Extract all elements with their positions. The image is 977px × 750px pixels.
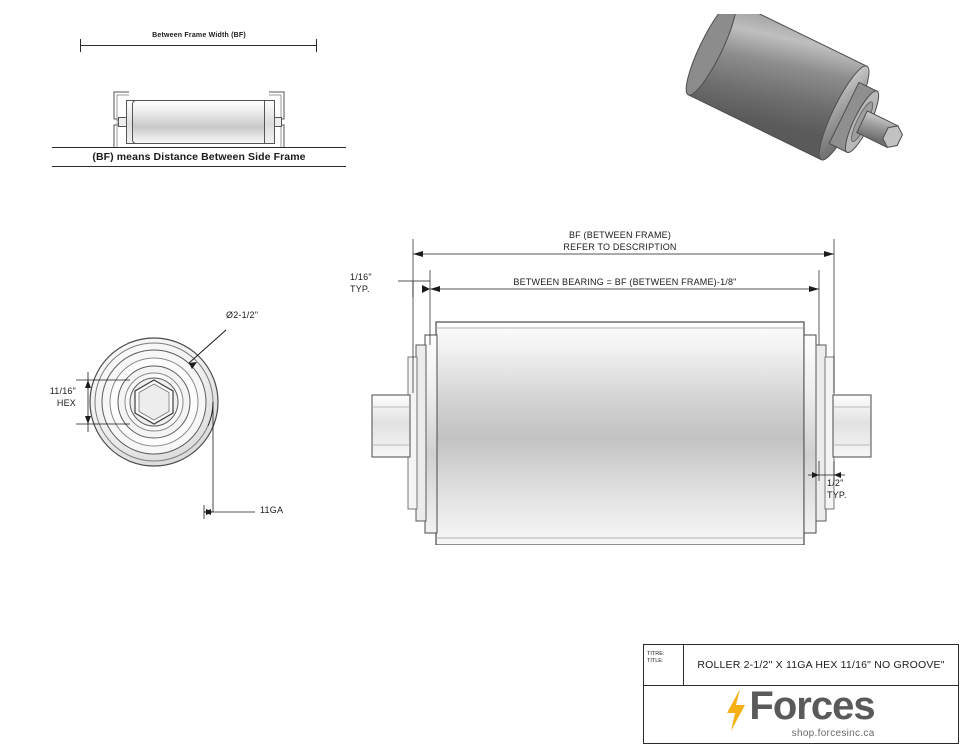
left-typ-label-line2: TYP. bbox=[350, 284, 370, 294]
between-frame-inset bbox=[52, 27, 346, 167]
title-block-label-en: TITLE: bbox=[647, 658, 664, 665]
between-bearing-label: BETWEEN BEARING = BF (BETWEEN FRAME)-1/8" bbox=[513, 277, 737, 287]
end-view bbox=[49, 300, 328, 540]
inset-dimension-label: Between Frame Width (BF) bbox=[152, 32, 246, 39]
inset-dimension-tick-right bbox=[316, 39, 317, 52]
logo-wordmark: Forces bbox=[749, 683, 875, 728]
inset-roller-end-right bbox=[264, 100, 275, 144]
title-block-label-fr: TITRE: bbox=[647, 651, 665, 657]
right-typ-label-line2: TYP. bbox=[827, 490, 847, 500]
gauge-label: 11GA bbox=[260, 505, 284, 515]
logo-website: shop.forcesinc.ca bbox=[791, 727, 875, 739]
company-logo bbox=[650, 682, 950, 742]
side-view bbox=[330, 225, 930, 545]
inset-roller-body bbox=[132, 100, 270, 144]
bf-label-line1: BF (BETWEEN FRAME) bbox=[568, 230, 672, 240]
title-block-title: ROLLER 2-1/2" X 11GA HEX 11/16" NO GROOVE" bbox=[697, 659, 945, 671]
bf-label-line2: REFER TO DESCRIPTION bbox=[563, 242, 677, 252]
inset-dimension-line bbox=[80, 45, 316, 46]
lightning-bolt-icon bbox=[725, 689, 747, 736]
hex-size-label-line2: HEX bbox=[56, 398, 76, 408]
hex-size-label-line1: 11/16" bbox=[49, 386, 76, 396]
right-typ-label-line1: 1/2" bbox=[827, 478, 844, 488]
isometric-roller-render bbox=[672, 14, 962, 204]
title-block-label bbox=[644, 645, 684, 685]
left-typ-label-line1: 1/16" bbox=[350, 272, 372, 282]
title-block bbox=[643, 644, 959, 686]
inset-dimension-tick-left bbox=[80, 39, 81, 52]
diameter-label: Ø2-1/2" bbox=[226, 310, 259, 320]
inset-caption: (BF) means Distance Between Side Frame bbox=[52, 147, 346, 167]
